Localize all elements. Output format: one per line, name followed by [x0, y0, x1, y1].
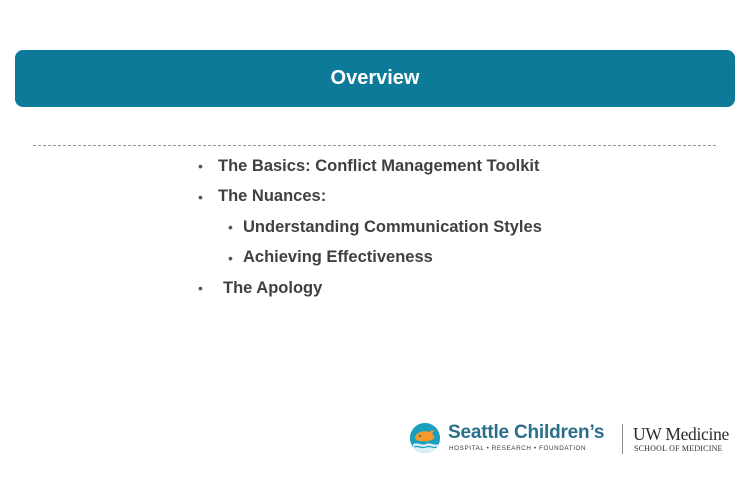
uw-medicine-logo [633, 424, 745, 456]
slide-title: Overview [330, 67, 420, 89]
seattle-childrens-tagline: HOSPITAL • RESEARCH • FOUNDATION [449, 445, 587, 452]
bullet-dot-icon: • [198, 188, 203, 205]
bullet-item [198, 182, 542, 213]
bullet-dot-icon: • [198, 158, 203, 175]
seattle-childrens-logo [410, 422, 610, 456]
bullet-dot-icon: • [198, 280, 203, 297]
uw-medicine-name: UW Medicine [633, 424, 730, 444]
bullet-text: Understanding Communication Styles [243, 217, 542, 236]
bullet-text: Achieving Effectiveness [243, 248, 433, 267]
bullet-item [198, 273, 542, 304]
sub-bullet-item [198, 212, 542, 243]
bullet-dot-icon: • [228, 219, 233, 236]
divider-line [33, 145, 716, 146]
bullet-text: The Basics: Conflict Management Toolkit [218, 156, 540, 175]
bullet-dot-icon: • [228, 249, 233, 266]
whale-logo-icon [410, 423, 440, 453]
uw-medicine-subtitle: SCHOOL OF MEDICINE [634, 444, 723, 453]
title-bar [15, 50, 735, 107]
bullet-text: The Nuances: [218, 187, 327, 206]
sub-bullet-item [198, 243, 542, 274]
bullet-item [198, 151, 542, 182]
bullet-text: The Apology [223, 278, 323, 297]
bullet-list [198, 151, 542, 304]
logo-separator [622, 424, 623, 454]
seattle-childrens-name: Seattle Children’s [448, 422, 605, 443]
